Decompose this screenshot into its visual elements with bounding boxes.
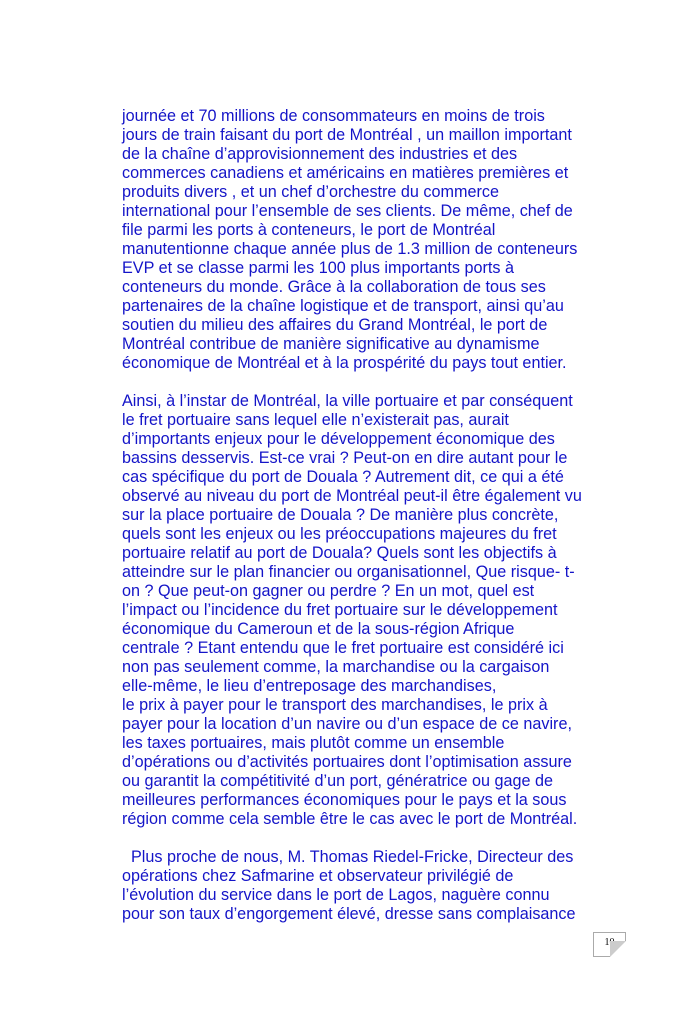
text-line: économique de Montréal et à la prospérité du pays tout entier.	[122, 354, 567, 372]
text-line: Ainsi, à l’instar de Montréal, la ville portuaire et par conséquent	[122, 392, 573, 410]
text-line: bassins desservis. Est-ce vrai ? Peut-on en dire autant pour le	[122, 449, 568, 467]
text-line: d’opérations ou d’activités portuaires dont l’optimisation assure	[122, 753, 572, 771]
page-number-label: 10	[604, 937, 615, 948]
text-line: Plus proche de nous, M. Thomas Riedel-Fricke, Directeur des	[122, 848, 574, 866]
text-line: non pas seulement comme, la marchandise ou la cargaison	[122, 658, 550, 676]
text-line: EVP et se classe parmi les 100 plus importants ports à	[122, 259, 514, 277]
text-line: elle-même, le lieu d’entreposage des marchandises,	[122, 677, 497, 695]
text-line: ou garantit la compétitivité d’un port, génératrice ou gage de	[122, 772, 554, 790]
text-line: sur la place portuaire de Douala ? De manière plus concrète,	[122, 506, 559, 524]
text-line: le prix à payer pour le transport des marchandises, le prix à	[122, 696, 548, 714]
text-line: commerces canadiens et américains en matières premières et	[122, 164, 569, 182]
text-line: cas spécifique du port de Douala ? Autrement dit, ce qui a été	[122, 468, 564, 486]
document-body	[122, 107, 642, 943]
text-line: produits divers , et un chef d’orchestre du commerce	[122, 183, 499, 201]
text-line: payer pour la location d’un navire ou d’un espace de ce navire,	[122, 715, 572, 733]
text-line: région comme cela semble être le cas avec le port de Montréal.	[122, 810, 578, 828]
text-line: Montréal contribue de manière significative au dynamisme	[122, 335, 540, 353]
text-line: partenaires de la chaîne logistique et de transport, ainsi qu’au	[122, 297, 564, 315]
text-line: meilleures performances économiques pour le pays et la sous	[122, 791, 567, 809]
text-line: manutentionne chaque année plus de 1.3 million de conteneurs	[122, 240, 578, 258]
text-line: journée et 70 millions de consommateurs en moins de trois	[122, 107, 545, 125]
text-line: de la chaîne d’approvisionnement des industries et des	[122, 145, 518, 163]
text-line: portuaire relatif au port de Douala? Quels sont les objectifs à	[122, 544, 557, 562]
text-line: soutien du milieu des affaires du Grand Montréal, le port de	[122, 316, 548, 334]
text-line: quels sont les enjeux ou les préoccupations majeures du fret	[122, 525, 557, 543]
text-line: économique du Cameroun et de la sous-région Afrique	[122, 620, 515, 638]
text-line: jours de train faisant du port de Montréal , un maillon important	[122, 126, 572, 144]
text-line: conteneurs du monde. Grâce à la collaboration de tous ses	[122, 278, 546, 296]
text-line: atteindre sur le plan financier ou organisationnel, Que risque- t-	[122, 563, 575, 581]
text-line: international pour l’ensemble de ses clients. De même, chef de	[122, 202, 573, 220]
text-line: pour son taux d’engorgement élevé, dresse sans complaisance	[122, 905, 576, 923]
paragraph	[122, 848, 642, 924]
text-line: le fret portuaire sans lequel elle n’existerait pas, aurait	[122, 411, 509, 429]
text-line: l’évolution du service dans le port de Lagos, naguère connu	[122, 886, 550, 904]
text-line: file parmi les ports à conteneurs, le port de Montréal	[122, 221, 496, 239]
text-line: observé au niveau du port de Montréal peut-il être également vu	[122, 487, 582, 505]
text-line: l’impact ou l’incidence du fret portuaire sur le développement	[122, 601, 558, 619]
paragraph	[122, 392, 642, 829]
text-line: centrale ? Etant entendu que le fret portuaire est considéré ici	[122, 639, 564, 657]
page-number	[593, 932, 626, 957]
text-line: d’importants enjeux pour le développement économique des	[122, 430, 555, 448]
text-line: les taxes portuaires, mais plutôt comme un ensemble	[122, 734, 505, 752]
paragraph	[122, 107, 642, 373]
text-line: on ? Que peut-on gagner ou perdre ? En un mot, quel est	[122, 582, 535, 600]
page-curl-icon	[610, 941, 626, 957]
text-line: opérations chez Safmarine et observateur privilégié de	[122, 867, 514, 885]
